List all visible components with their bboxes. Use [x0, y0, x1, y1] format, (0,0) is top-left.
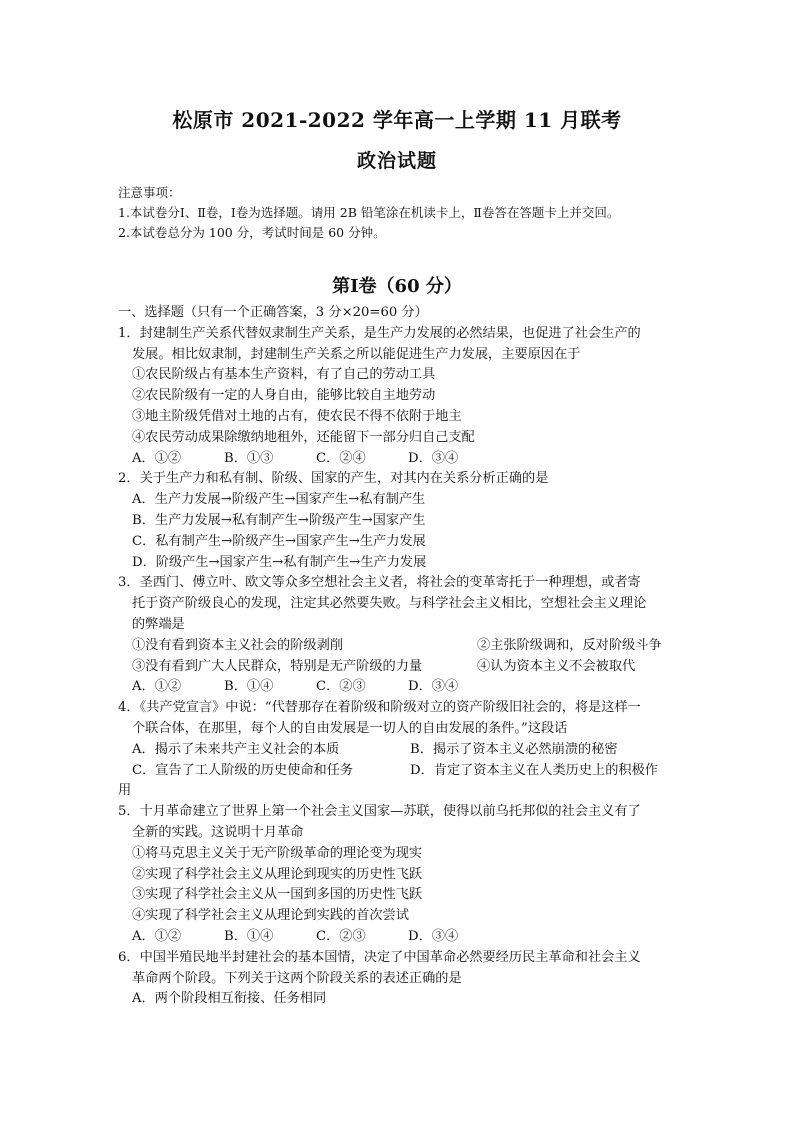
- question-stem: 革命两个阶段。下列关于这两个阶段关系的表述正确的是: [132, 970, 462, 986]
- choice-a[interactable]: A．①②: [132, 928, 182, 944]
- choice-d[interactable]: D．阶级产生→国家产生→私有制产生→生产力发展: [132, 554, 427, 570]
- notes-heading: 注意事项：: [118, 185, 181, 200]
- notes-item: 2.本试卷总分为 100 分，考试时间是 60 分钟。: [118, 225, 386, 240]
- question-item: ④认为资本主义不会被取代: [477, 658, 636, 674]
- question-stem: 3．圣西门、傅立叶、欧文等众多空想社会主义者，将社会的变革寄托于一种理想，或者寄: [118, 575, 641, 591]
- choice-b[interactable]: B．生产力发展→私有制产生→阶级产生→国家产生: [132, 512, 426, 528]
- question-3: [118, 573, 688, 698]
- choice-c[interactable]: C．私有制产生→阶级产生→国家产生→生产力发展: [132, 533, 426, 549]
- question-stem: 的弊端是: [132, 616, 185, 632]
- question-stem: 个联合体，在那里，每个人的自由发展是一切人的自由发展的条件。”这段话: [132, 720, 568, 736]
- choices-row: [118, 761, 688, 782]
- question-stem: 全新的实践。这说明十月革命: [132, 824, 304, 840]
- question-stem: 2．关于生产力和私有制、阶级、国家的产生，对其内在关系分析正确的是: [118, 471, 549, 487]
- choice-b[interactable]: B．①③: [224, 450, 274, 466]
- question-item: ②实现了科学社会主义从理论到现实的历史性飞跃: [132, 866, 423, 882]
- choice-d[interactable]: D．③④: [408, 679, 459, 695]
- section-instruction: 一、选择题（只有一个正确答案，3 分×20=60 分）: [118, 305, 428, 320]
- question-6: [118, 948, 688, 1010]
- choice-a[interactable]: A．生产力发展→阶级产生→国家产生→私有制产生: [132, 492, 426, 508]
- choice-b[interactable]: B．揭示了资本主义必然崩溃的秘密: [410, 741, 618, 757]
- question-item: ②农民阶级有一定的人身自由，能够比较自主地劳动: [132, 388, 436, 404]
- exam-title: 松原市 2021-2022 学年高一上学期 11 月联考: [172, 108, 622, 132]
- question-item: ①没有看到资本主义社会的阶级剥削: [132, 637, 343, 653]
- notes-block: [118, 183, 619, 243]
- choice-a[interactable]: A．两个阶段相互衔接、任务相同: [132, 991, 327, 1007]
- choice-c[interactable]: C．②③: [316, 679, 366, 695]
- question-item: ④实现了科学社会主义从理论到实践的首次尝试: [132, 908, 409, 924]
- question-stem: 5．十月革命建立了世界上第一个社会主义国家—苏联，使得以前乌托邦似的社会主义有了: [118, 804, 641, 820]
- question-1: [118, 324, 688, 470]
- choice-c[interactable]: C．②③: [316, 928, 366, 944]
- section-title: 第Ⅰ卷（60 分）: [332, 276, 462, 297]
- choices-row: [118, 449, 688, 470]
- choice-c[interactable]: C．宣告了工人阶级的历史使命和任务: [132, 762, 354, 778]
- choice-b[interactable]: B．①④: [224, 679, 274, 695]
- question-item: ①农民阶级占有基本生产资料，有了自己的劳动工具: [132, 367, 436, 383]
- question-stem: 6．中国半殖民地半封建社会的基本国情，决定了中国革命必然要经历民主革命和社会主义: [118, 949, 641, 965]
- choice-a[interactable]: A．揭示了未来共产主义社会的本质: [132, 741, 340, 757]
- choice-b[interactable]: B．①④: [224, 928, 274, 944]
- choice-c[interactable]: C．②④: [316, 450, 366, 466]
- questions-body: [118, 303, 688, 1010]
- choices-row: [118, 740, 688, 761]
- choice-a[interactable]: A．①②: [132, 450, 182, 466]
- question-2: [118, 469, 688, 573]
- question-stem: 4．《共产党宣言》中说：“代替那存在着阶级和阶级对立的资产阶级旧社会的，将是这样一: [118, 700, 641, 716]
- choices-row: [118, 927, 688, 948]
- exam-subtitle: 政治试题: [356, 150, 437, 172]
- choice-d[interactable]: D．肯定了资本主义在人类历史上的积极作: [410, 762, 658, 778]
- question-item: ③实现了科学社会主义从一国到多国的历史性飞跃: [132, 887, 423, 903]
- choice-d[interactable]: D．③④: [408, 450, 459, 466]
- question-item: ①将马克思主义关于无产阶级革命的理论变为现实: [132, 845, 423, 861]
- choice-a[interactable]: A．①②: [132, 679, 182, 695]
- notes-item: 1.本试卷分Ⅰ、Ⅱ卷，Ⅰ卷为选择题。请用 2B 铅笔涂在机读卡上，Ⅱ卷答在答题卡上并交回。: [118, 205, 620, 220]
- question-item: ③没有看到广大人民群众，特别是无产阶级的力量: [132, 658, 423, 674]
- items-row: [118, 636, 688, 657]
- question-stem: 1．封建制生产关系代替奴隶制生产关系，是生产力发展的必然结果，也促进了社会生产的: [118, 325, 641, 341]
- choice-d-continued: 用: [118, 783, 132, 799]
- items-row: [118, 657, 688, 678]
- question-stem: 发展。相比奴隶制，封建制生产关系之所以能促进生产力发展，主要原因在于: [132, 346, 581, 362]
- question-4: [118, 698, 688, 802]
- question-item: ②主张阶级调和，反对阶级斗争: [477, 637, 662, 653]
- question-5: [118, 802, 688, 948]
- choices-row: [118, 677, 688, 698]
- question-item: ③地主阶级凭借对土地的占有，使农民不得不依附于地主: [132, 408, 462, 424]
- choice-d[interactable]: D．③④: [408, 928, 459, 944]
- question-item: ④农民劳动成果除缴纳地租外，还能留下一部分归自己支配: [132, 429, 475, 445]
- question-stem: 托于资产阶级良心的发现，注定其必然要失败。与科学社会主义相比，空想社会主义理论: [132, 596, 647, 612]
